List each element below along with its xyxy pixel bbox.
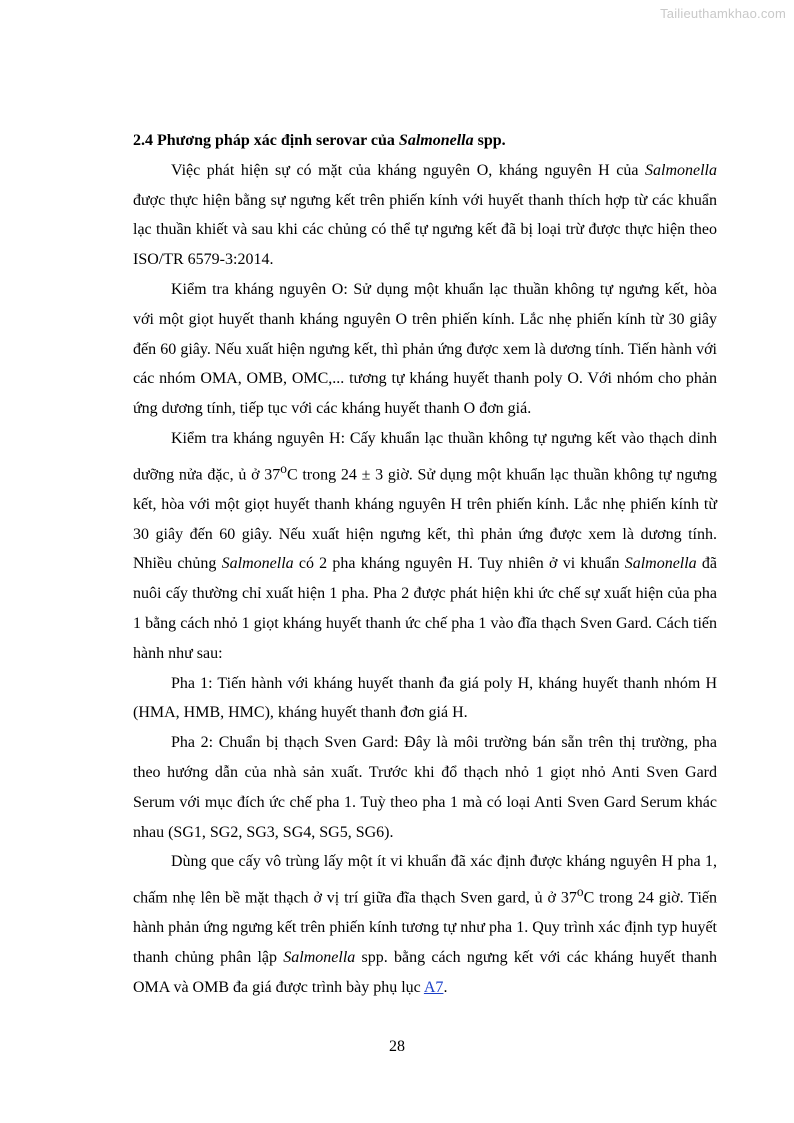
paragraph-text: được thực hiện bằng sự ngưng kết trên phiến kính với huyết thanh thích hợp từ các khuẩn lạc thuần khiết và sau khi các chủng có thể tự ngưng kết đã bị loại trừ được thực hiện theo ISO/TR 6579-3:2014. (133, 191, 717, 269)
paragraph-italic: Salmonella (221, 555, 294, 573)
page-number: 28 (389, 1038, 405, 1055)
paragraph-text: spp. bằng cách ngưng kết với các kháng huyết thanh OMA và OMB đa giá được trình bày phụ lục (133, 949, 717, 996)
paragraph-text: C trong 24 ± 3 giờ. Sử dụng một khuẩn lạc thuần không tự ngưng kết, hòa với một giọt huyết thanh kháng nguyên H trên phiến kính. Lắc nhẹ phiến kính từ 30 giây đến 60 giây. Nếu xuất hiện ngưng kết, thì phản ứng được xem là dương tính. Nhiều chủng (133, 466, 717, 573)
paragraph-text: Pha 2: Chuẩn bị thạch Sven Gard: Đây là môi trường bán sẵn trên thị trường, pha theo hướng dẫn của nhà sản xuất. Trước khi đổ thạch nhỏ 1 giọt nhỏ Anti Sven Gard Serum với mục đích ức chế pha 1. Tuỳ theo pha 1 mà có loại Anti Sven Gard Serum khác nhau (SG1, SG2, SG3, SG4, SG5, SG6). (133, 734, 717, 841)
paragraph-text: Dùng que cấy vô trùng lấy một ít vi khuẩn đã xác định được kháng nguyên H pha 1, chấm nhẹ lên bề mặt thạch ở vị trí giữa đĩa thạch Sven gard, ủ ở 37 (133, 853, 717, 907)
paragraph-4 (133, 669, 717, 729)
paragraph-text: Kiểm tra kháng nguyên H: Cấy khuẩn lạc thuần không tự ngưng kết vào thạch dinh dưỡng nửa đặc, ủ ở 37 (133, 429, 717, 484)
section-heading (133, 126, 717, 156)
paragraph-text: đã nuôi cấy thường chỉ xuất hiện 1 pha. Pha 2 được phát hiện khi ức chế sự xuất hiện của pha 1 bằng cách nhỏ 1 giọt kháng huyết thanh ức chế pha 1 vào đĩa thạch Sven Gard. Cách tiến hành như sau: (133, 555, 718, 662)
superscript: o (576, 884, 584, 900)
document-body (133, 126, 717, 1003)
paragraph-6 (133, 847, 717, 1002)
watermark: Tailieuthamkhao.com (660, 6, 786, 21)
paragraph-3 (133, 424, 717, 669)
paragraph-italic: Salmonella (645, 161, 717, 179)
paragraph-text: có 2 pha kháng nguyên H. Tuy nhiên ở vi khuẩn (293, 555, 625, 573)
paragraph-text: Việc phát hiện sự có mặt của kháng nguyên O, kháng nguyên H của (171, 161, 645, 179)
paragraph-1 (133, 156, 717, 275)
section-heading-suffix: spp. (473, 132, 506, 149)
paragraph-text: Kiểm tra kháng nguyên O: Sử dụng một khuẩn lạc thuần không tự ngưng kết, hòa với một giọt huyết thanh kháng nguyên O trên phiến kính. Lắc nhẹ phiến kính từ 30 giây đến 60 giây. Nếu xuất hiện ngưng kết, thì phản ứng được xem là dương tính. Tiến hành với các nhóm OMA, OMB, OMC,... tương tự kháng huyết thanh poly O. Với nhóm cho phản ứng dương tính, tiếp tục với các kháng huyết thanh O đơn giá. (133, 280, 717, 418)
superscript: o (280, 460, 287, 476)
paragraph-italic: Salmonella (624, 555, 697, 573)
paragraph-5 (133, 728, 717, 847)
section-heading-prefix: 2.4 Phương pháp xác định serovar của (133, 132, 399, 149)
paragraph-2 (133, 275, 717, 424)
appendix-a7-link[interactable]: A7 (423, 978, 444, 996)
section-heading-italic: Salmonella (398, 132, 474, 149)
paragraph-text: . (443, 978, 448, 996)
paragraph-text: C trong 24 giờ. Tiến hành phản ứng ngưng kết trên phiến kính tương tự như pha 1. Quy trình xác định typ huyết thanh chủng phân lập (133, 889, 718, 967)
paragraph-text: Pha 1: Tiến hành với kháng huyết thanh đa giá poly H, kháng huyết thanh nhóm H (HMA, HMB, HMC), kháng huyết thanh đơn giá H. (133, 674, 717, 722)
paragraph-italic: Salmonella (283, 949, 356, 967)
